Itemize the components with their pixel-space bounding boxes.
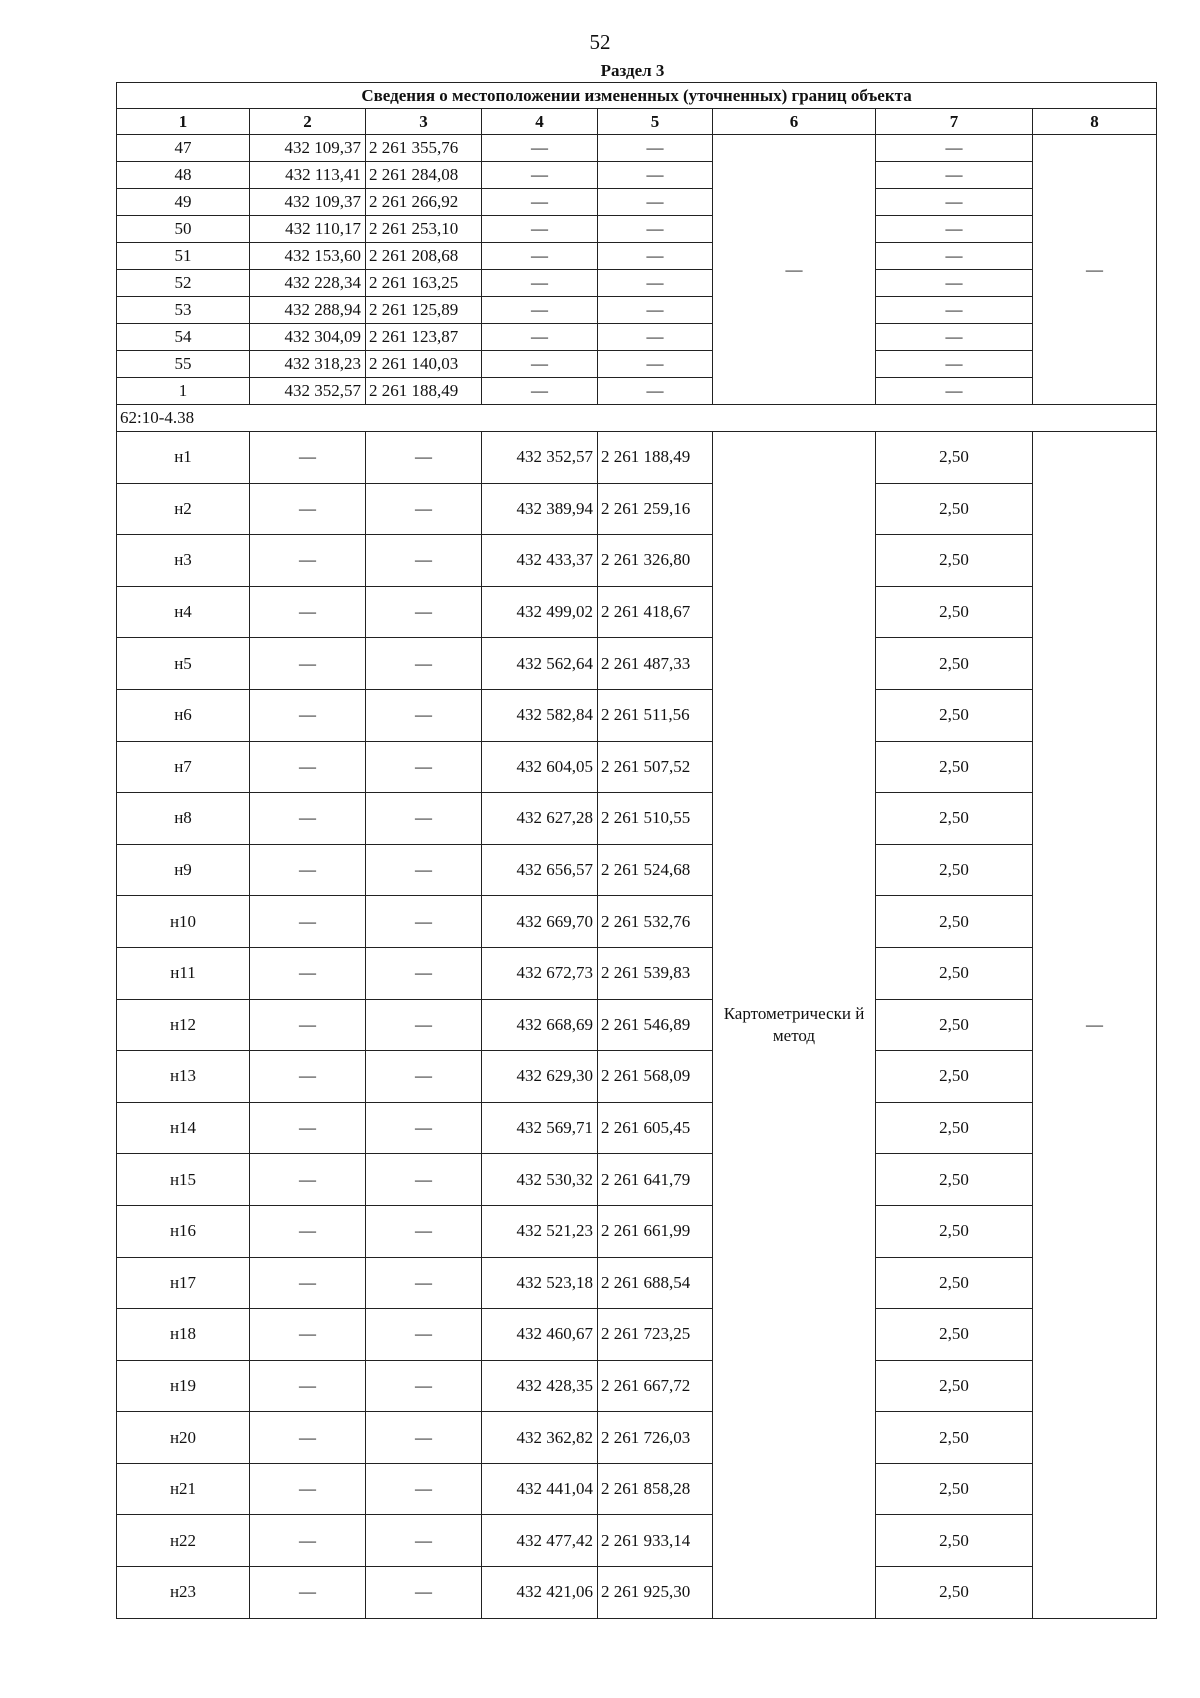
coord-x-cell: 432 109,37 [250,189,366,216]
point-number-cell: н3 [117,535,250,587]
col3-cell: — [366,741,482,793]
coord-y-cell: 2 261 524,68 [598,844,713,896]
coord-x-cell: 432 569,71 [482,1102,598,1154]
point-number-cell: н7 [117,741,250,793]
col2-cell: — [250,1515,366,1567]
coord-x-cell: 432 604,05 [482,741,598,793]
column-header-6: 6 [713,109,876,135]
point-number-cell: н5 [117,638,250,690]
table-row [117,189,1157,216]
col2-cell: — [250,1309,366,1361]
col5-cell: — [598,162,713,189]
coord-y-cell: 2 261 688,54 [598,1257,713,1309]
col3-cell: — [366,535,482,587]
column-header-4: 4 [482,109,598,135]
accuracy-cell: — [876,351,1033,378]
accuracy-cell: 2,50 [876,844,1033,896]
coord-x-cell: 432 288,94 [250,297,366,324]
accuracy-cell: 2,50 [876,1051,1033,1103]
table-row [117,535,1157,587]
coord-x-cell: 432 109,37 [250,135,366,162]
coord-x-cell: 432 656,57 [482,844,598,896]
table-row [117,324,1157,351]
col4-cell: — [482,162,598,189]
coord-y-cell: 2 261 163,25 [366,270,482,297]
coord-y-cell: 2 261 188,49 [366,378,482,405]
col3-cell: — [366,896,482,948]
col2-cell: — [250,999,366,1051]
coord-y-cell: 2 261 568,09 [598,1051,713,1103]
coord-x-cell: 432 627,28 [482,793,598,845]
coord-x-cell: 432 110,17 [250,216,366,243]
table-row [117,162,1157,189]
col5-cell: — [598,135,713,162]
col8-cell: — [1033,432,1157,1619]
accuracy-cell: 2,50 [876,483,1033,535]
col2-cell: — [250,1257,366,1309]
coord-y-cell: 2 261 510,55 [598,793,713,845]
coord-y-cell: 2 261 641,79 [598,1154,713,1206]
coord-y-cell: 2 261 925,30 [598,1567,713,1619]
table-row [117,1463,1157,1515]
col3-cell: — [366,638,482,690]
point-number-cell: н16 [117,1205,250,1257]
coord-x-cell: 432 228,34 [250,270,366,297]
point-number-cell: 49 [117,189,250,216]
point-number-cell: н22 [117,1515,250,1567]
table-row [117,1205,1157,1257]
col2-cell: — [250,432,366,484]
point-number-cell: н10 [117,896,250,948]
parcel-subheading: 62:10-4.38 [117,405,1157,432]
col3-cell: — [366,793,482,845]
point-number-cell: н21 [117,1463,250,1515]
accuracy-cell: 2,50 [876,1257,1033,1309]
table-row [117,297,1157,324]
point-number-cell: н13 [117,1051,250,1103]
coord-y-cell: 2 261 661,99 [598,1205,713,1257]
col4-cell: — [482,324,598,351]
table-row [117,432,1157,484]
table-row [117,216,1157,243]
coord-y-cell: 2 261 546,89 [598,999,713,1051]
coord-x-cell: 432 499,02 [482,586,598,638]
accuracy-cell: 2,50 [876,1463,1033,1515]
column-header-row [117,109,1157,135]
table-row [117,483,1157,535]
accuracy-cell: — [876,243,1033,270]
coord-x-cell: 432 421,06 [482,1567,598,1619]
coord-x-cell: 432 318,23 [250,351,366,378]
col3-cell: — [366,432,482,484]
point-number-cell: 52 [117,270,250,297]
coord-x-cell: 432 668,69 [482,999,598,1051]
point-number-cell: 51 [117,243,250,270]
accuracy-cell: 2,50 [876,1309,1033,1361]
table-row [117,947,1157,999]
point-number-cell: н12 [117,999,250,1051]
accuracy-cell: 2,50 [876,1360,1033,1412]
method-cell: Картометрически й метод [713,432,876,1619]
accuracy-cell: — [876,162,1033,189]
col5-cell: — [598,243,713,270]
coord-y-cell: 2 261 667,72 [598,1360,713,1412]
coord-x-cell: 432 352,57 [482,432,598,484]
point-number-cell: 48 [117,162,250,189]
col5-cell: — [598,216,713,243]
col3-cell: — [366,844,482,896]
new-points-group [117,432,1157,1619]
page-number: 52 [589,30,611,54]
column-header-8: 8 [1033,109,1157,135]
table-row [117,135,1157,162]
coord-x-cell: 432 460,67 [482,1309,598,1361]
table-row [117,1515,1157,1567]
coord-y-cell: 2 261 511,56 [598,689,713,741]
point-number-cell: н15 [117,1154,250,1206]
point-number-cell: н1 [117,432,250,484]
col3-cell: — [366,1515,482,1567]
coord-x-cell: 432 389,94 [482,483,598,535]
table-row [117,638,1157,690]
coord-x-cell: 432 153,60 [250,243,366,270]
table-row [117,1412,1157,1464]
accuracy-cell: 2,50 [876,999,1033,1051]
table-row [117,378,1157,405]
table-row [117,741,1157,793]
col3-cell: — [366,1412,482,1464]
col2-cell: — [250,638,366,690]
point-number-cell: н19 [117,1360,250,1412]
column-header-1: 1 [117,109,250,135]
coord-y-cell: 2 261 723,25 [598,1309,713,1361]
boundary-coordinates-table [116,82,1157,1619]
accuracy-cell: — [876,378,1033,405]
col2-cell: — [250,896,366,948]
table-caption: Сведения о местоположении измененных (уточненных) границ объекта [117,83,1157,109]
col4-cell: — [482,270,598,297]
table-row [117,586,1157,638]
accuracy-cell: — [876,135,1033,162]
col4-cell: — [482,216,598,243]
table-row [117,1309,1157,1361]
col2-cell: — [250,947,366,999]
coord-x-cell: 432 530,32 [482,1154,598,1206]
accuracy-cell: 2,50 [876,947,1033,999]
accuracy-cell: 2,50 [876,1567,1033,1619]
col2-cell: — [250,844,366,896]
accuracy-cell: 2,50 [876,586,1033,638]
coord-x-cell: 432 304,09 [250,324,366,351]
table-row [117,1102,1157,1154]
col3-cell: — [366,1567,482,1619]
accuracy-cell: 2,50 [876,535,1033,587]
section-title: Раздел 3 [600,61,665,80]
coord-x-cell: 432 428,35 [482,1360,598,1412]
point-number-cell: н17 [117,1257,250,1309]
table-row [117,844,1157,896]
point-number-cell: н2 [117,483,250,535]
accuracy-cell: — [876,297,1033,324]
table-row [117,1567,1157,1619]
coord-x-cell: 432 521,23 [482,1205,598,1257]
coord-x-cell: 432 629,30 [482,1051,598,1103]
coord-x-cell: 432 523,18 [482,1257,598,1309]
accuracy-cell: — [876,216,1033,243]
point-number-cell: н23 [117,1567,250,1619]
accuracy-cell: 2,50 [876,432,1033,484]
col2-cell: — [250,535,366,587]
point-number-cell: н9 [117,844,250,896]
col3-cell: — [366,1257,482,1309]
coord-y-cell: 2 261 125,89 [366,297,482,324]
col5-cell: — [598,324,713,351]
coord-x-cell: 432 433,37 [482,535,598,587]
column-header-3: 3 [366,109,482,135]
col4-cell: — [482,378,598,405]
column-header-2: 2 [250,109,366,135]
col3-cell: — [366,1463,482,1515]
coord-y-cell: 2 261 140,03 [366,351,482,378]
coord-y-cell: 2 261 259,16 [598,483,713,535]
point-number-cell: н18 [117,1309,250,1361]
accuracy-cell: 2,50 [876,1205,1033,1257]
col5-cell: — [598,378,713,405]
existing-points-group [117,135,1157,405]
col2-cell: — [250,689,366,741]
coord-y-cell: 2 261 933,14 [598,1515,713,1567]
point-number-cell: н20 [117,1412,250,1464]
table-row [117,1257,1157,1309]
point-number-cell: 53 [117,297,250,324]
coord-y-cell: 2 261 326,80 [598,535,713,587]
col2-cell: — [250,1360,366,1412]
table-row [117,793,1157,845]
accuracy-cell: — [876,324,1033,351]
point-number-cell: н4 [117,586,250,638]
col2-cell: — [250,586,366,638]
table-row [117,1360,1157,1412]
col5-cell: — [598,270,713,297]
table-row [117,1051,1157,1103]
point-number-cell: 1 [117,378,250,405]
col8-cell: — [1033,135,1157,405]
coord-x-cell: 432 672,73 [482,947,598,999]
accuracy-cell: 2,50 [876,896,1033,948]
col3-cell: — [366,947,482,999]
accuracy-cell: — [876,270,1033,297]
column-header-7: 7 [876,109,1033,135]
coord-y-cell: 2 261 507,52 [598,741,713,793]
coord-x-cell: 432 441,04 [482,1463,598,1515]
col4-cell: — [482,351,598,378]
table-row [117,896,1157,948]
accuracy-cell: — [876,189,1033,216]
table-row [117,243,1157,270]
accuracy-cell: 2,50 [876,1515,1033,1567]
point-number-cell: 55 [117,351,250,378]
coord-x-cell: 432 582,84 [482,689,598,741]
col3-cell: — [366,586,482,638]
col3-cell: — [366,1102,482,1154]
coord-y-cell: 2 261 532,76 [598,896,713,948]
col3-cell: — [366,689,482,741]
col3-cell: — [366,1154,482,1206]
col2-cell: — [250,741,366,793]
accuracy-cell: 2,50 [876,793,1033,845]
col3-cell: — [366,1051,482,1103]
coord-y-cell: 2 261 266,92 [366,189,482,216]
col2-cell: — [250,1154,366,1206]
coord-y-cell: 2 261 253,10 [366,216,482,243]
col4-cell: — [482,297,598,324]
point-number-cell: н6 [117,689,250,741]
col2-cell: — [250,1051,366,1103]
col3-cell: — [366,1309,482,1361]
point-number-cell: н8 [117,793,250,845]
table-row [117,1154,1157,1206]
point-number-cell: н11 [117,947,250,999]
col2-cell: — [250,1463,366,1515]
point-number-cell: 54 [117,324,250,351]
coord-x-cell: 432 113,41 [250,162,366,189]
coord-x-cell: 432 477,42 [482,1515,598,1567]
col2-cell: — [250,1102,366,1154]
col2-cell: — [250,1205,366,1257]
coord-y-cell: 2 261 487,33 [598,638,713,690]
method-cell: — [713,135,876,405]
coord-y-cell: 2 261 418,67 [598,586,713,638]
table-row [117,999,1157,1051]
coord-y-cell: 2 261 858,28 [598,1463,713,1515]
coord-y-cell: 2 261 539,83 [598,947,713,999]
col3-cell: — [366,999,482,1051]
coord-x-cell: 432 562,64 [482,638,598,690]
col3-cell: — [366,483,482,535]
col4-cell: — [482,243,598,270]
coord-y-cell: 2 261 726,03 [598,1412,713,1464]
accuracy-cell: 2,50 [876,1412,1033,1464]
col2-cell: — [250,1567,366,1619]
coord-x-cell: 432 362,82 [482,1412,598,1464]
col2-cell: — [250,483,366,535]
col5-cell: — [598,297,713,324]
accuracy-cell: 2,50 [876,689,1033,741]
column-header-5: 5 [598,109,713,135]
table-row [117,270,1157,297]
col4-cell: — [482,135,598,162]
table-row [117,351,1157,378]
col5-cell: — [598,351,713,378]
col2-cell: — [250,1412,366,1464]
point-number-cell: 50 [117,216,250,243]
accuracy-cell: 2,50 [876,1102,1033,1154]
table-row [117,689,1157,741]
col5-cell: — [598,189,713,216]
accuracy-cell: 2,50 [876,741,1033,793]
point-number-cell: н14 [117,1102,250,1154]
coord-x-cell: 432 352,57 [250,378,366,405]
col4-cell: — [482,189,598,216]
col3-cell: — [366,1205,482,1257]
coord-y-cell: 2 261 284,08 [366,162,482,189]
coord-y-cell: 2 261 123,87 [366,324,482,351]
col2-cell: — [250,793,366,845]
accuracy-cell: 2,50 [876,638,1033,690]
col3-cell: — [366,1360,482,1412]
accuracy-cell: 2,50 [876,1154,1033,1206]
coord-y-cell: 2 261 188,49 [598,432,713,484]
coord-x-cell: 432 669,70 [482,896,598,948]
coord-y-cell: 2 261 355,76 [366,135,482,162]
coord-y-cell: 2 261 605,45 [598,1102,713,1154]
point-number-cell: 47 [117,135,250,162]
coord-y-cell: 2 261 208,68 [366,243,482,270]
